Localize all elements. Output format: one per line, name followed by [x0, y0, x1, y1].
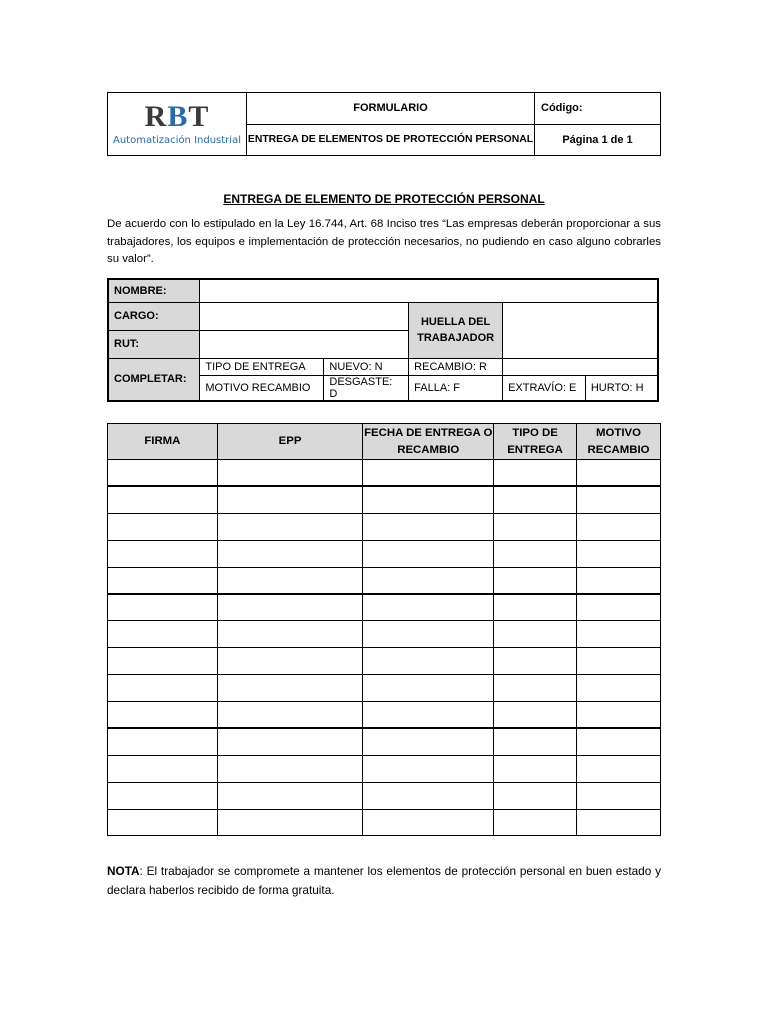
- table-row: [108, 702, 661, 729]
- intro-paragraph: De acuerdo con lo estipulado en la Ley 16.744, Art. 68 Inciso tres “Las empresas deberán proporcionar a sus trabajadores, los equipos e implementación de protección necesarios, no pudiendo en caso alguno cobrarles su valor”.: [107, 218, 661, 265]
- table-cell[interactable]: [577, 540, 661, 567]
- completar-label: COMPLETAR:: [108, 358, 200, 401]
- table-row: [108, 675, 661, 702]
- table-cell[interactable]: [494, 460, 577, 487]
- table-cell[interactable]: [108, 594, 218, 621]
- form-label: FORMULARIO: [247, 93, 535, 125]
- document-header: [107, 92, 661, 156]
- huella-label: HUELLA DEL TRABAJADOR: [409, 302, 503, 358]
- page-label: Página 1 de 1: [535, 124, 661, 156]
- recambio-option: RECAMBIO: R: [409, 358, 503, 375]
- table-cell[interactable]: [577, 728, 661, 755]
- epp-table-body: [108, 460, 661, 836]
- table-cell[interactable]: [217, 486, 363, 513]
- table-cell[interactable]: [577, 621, 661, 648]
- epp-delivery-table: [107, 423, 661, 836]
- table-cell[interactable]: [217, 809, 363, 836]
- table-row: [108, 486, 661, 513]
- nombre-field[interactable]: [200, 279, 658, 302]
- table-row: [108, 540, 661, 567]
- table-row: [108, 567, 661, 594]
- table-cell[interactable]: [363, 460, 494, 487]
- table-cell[interactable]: [363, 567, 494, 594]
- logo-subtitle: Automatización Industrial: [113, 135, 241, 146]
- table-row: [108, 460, 661, 487]
- table-cell[interactable]: [108, 486, 218, 513]
- note-label: NOTA: [107, 864, 140, 878]
- table-cell[interactable]: [217, 567, 363, 594]
- rut-field[interactable]: [200, 330, 409, 358]
- table-cell[interactable]: [363, 486, 494, 513]
- table-cell[interactable]: [363, 728, 494, 755]
- table-cell[interactable]: [577, 648, 661, 675]
- form-name: ENTREGA DE ELEMENTOS DE PROTECCIÓN PERSONAL: [247, 124, 535, 156]
- table-cell[interactable]: [217, 648, 363, 675]
- note-text: : El trabajador se compromete a mantener los elementos de protección personal en buen estado y declara haberlos recibido de forma gratuita.: [107, 864, 661, 897]
- table-cell[interactable]: [494, 513, 577, 540]
- table-cell[interactable]: [577, 782, 661, 809]
- table-cell[interactable]: [577, 567, 661, 594]
- table-cell[interactable]: [108, 513, 218, 540]
- desgaste-option: DESGASTE: D: [324, 375, 409, 401]
- table-cell[interactable]: [217, 782, 363, 809]
- table-row: [108, 728, 661, 755]
- company-logo: [108, 93, 247, 156]
- table-cell[interactable]: [577, 675, 661, 702]
- table-cell[interactable]: [494, 594, 577, 621]
- col-header-fecha: FECHA DE ENTREGA O RECAMBIO: [363, 424, 494, 460]
- table-cell[interactable]: [217, 513, 363, 540]
- extravio-option: EXTRAVÍO: E: [503, 375, 586, 401]
- note-paragraph: [107, 862, 661, 899]
- table-cell[interactable]: [363, 809, 494, 836]
- table-cell[interactable]: [108, 702, 218, 729]
- table-cell[interactable]: [577, 702, 661, 729]
- tipo-entrega-spacer: [503, 358, 658, 375]
- table-cell[interactable]: [577, 594, 661, 621]
- table-cell[interactable]: [577, 460, 661, 487]
- table-cell[interactable]: [217, 728, 363, 755]
- table-cell[interactable]: [577, 513, 661, 540]
- document-title: ENTREGA DE ELEMENTO DE PROTECCIÓN PERSONAL: [223, 192, 545, 206]
- table-cell[interactable]: [108, 540, 218, 567]
- table-cell[interactable]: [577, 755, 661, 782]
- table-row: [108, 621, 661, 648]
- tipo-entrega-label: TIPO DE ENTREGA: [200, 358, 324, 375]
- huella-field[interactable]: [503, 302, 658, 358]
- table-cell[interactable]: [363, 621, 494, 648]
- table-cell[interactable]: [108, 567, 218, 594]
- table-cell[interactable]: [363, 513, 494, 540]
- cargo-label: CARGO:: [108, 302, 200, 330]
- table-cell[interactable]: [217, 594, 363, 621]
- table-cell[interactable]: [494, 675, 577, 702]
- cargo-field[interactable]: [200, 302, 409, 330]
- table-cell[interactable]: [494, 728, 577, 755]
- table-row: [108, 755, 661, 782]
- nombre-label: NOMBRE:: [108, 279, 200, 302]
- table-row: [108, 648, 661, 675]
- table-cell[interactable]: [217, 675, 363, 702]
- table-cell[interactable]: [494, 567, 577, 594]
- table-cell[interactable]: [217, 460, 363, 487]
- table-cell[interactable]: [363, 540, 494, 567]
- table-cell[interactable]: [494, 486, 577, 513]
- col-header-firma: FIRMA: [108, 424, 218, 460]
- table-cell[interactable]: [108, 460, 218, 487]
- table-row: [108, 594, 661, 621]
- table-cell[interactable]: [577, 486, 661, 513]
- col-header-motivo: MOTIVO RECAMBIO: [577, 424, 661, 460]
- table-cell[interactable]: [363, 648, 494, 675]
- col-header-epp: EPP: [217, 424, 363, 460]
- nuevo-option: NUEVO: N: [324, 358, 409, 375]
- table-cell[interactable]: [363, 755, 494, 782]
- table-cell[interactable]: [363, 675, 494, 702]
- table-cell[interactable]: [108, 809, 218, 836]
- table-cell[interactable]: [363, 594, 494, 621]
- falla-option: FALLA: F: [409, 375, 503, 401]
- table-cell[interactable]: [494, 755, 577, 782]
- table-cell[interactable]: [217, 621, 363, 648]
- col-header-tipo: TIPO DE ENTREGA: [494, 424, 577, 460]
- code-label: Código:: [535, 93, 661, 125]
- table-cell[interactable]: [494, 702, 577, 729]
- table-cell[interactable]: [494, 782, 577, 809]
- table-cell[interactable]: [108, 728, 218, 755]
- logo-brand: RBT: [144, 100, 210, 133]
- table-cell[interactable]: [108, 782, 218, 809]
- table-cell[interactable]: [108, 621, 218, 648]
- table-cell[interactable]: [217, 702, 363, 729]
- table-cell[interactable]: [494, 648, 577, 675]
- rut-label: RUT:: [108, 330, 200, 358]
- table-cell[interactable]: [363, 782, 494, 809]
- table-cell[interactable]: [494, 809, 577, 836]
- worker-info-table: [107, 278, 659, 402]
- table-cell[interactable]: [494, 540, 577, 567]
- hurto-option: HURTO: H: [585, 375, 658, 401]
- table-row: [108, 513, 661, 540]
- table-row: [108, 809, 661, 836]
- table-cell[interactable]: [363, 702, 494, 729]
- table-cell[interactable]: [217, 540, 363, 567]
- table-cell[interactable]: [108, 675, 218, 702]
- table-cell[interactable]: [494, 621, 577, 648]
- table-row: [108, 782, 661, 809]
- table-cell[interactable]: [108, 755, 218, 782]
- table-cell[interactable]: [108, 648, 218, 675]
- motivo-recambio-label: MOTIVO RECAMBIO: [200, 375, 324, 401]
- table-cell[interactable]: [217, 755, 363, 782]
- table-cell[interactable]: [577, 809, 661, 836]
